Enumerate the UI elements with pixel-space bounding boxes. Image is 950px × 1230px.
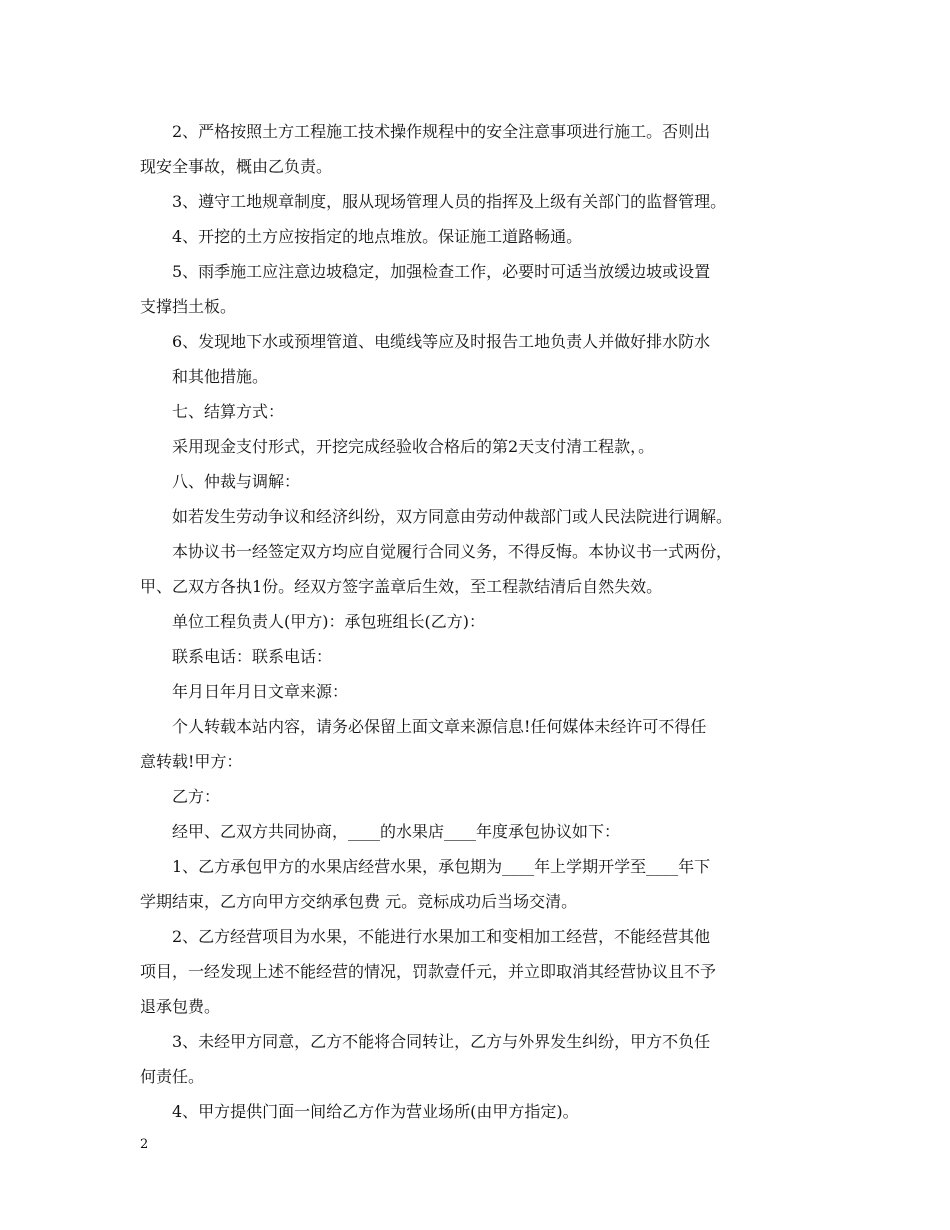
paragraph: [140, 814, 812, 849]
paragraph: [140, 1094, 812, 1129]
text-line: 意转载!甲方：: [140, 752, 243, 771]
text-line: 4、甲方提供门面一间给乙方作为营业场所(由甲方指定)。: [172, 1102, 579, 1121]
text-line: 何责任。: [140, 1067, 205, 1086]
text-line: 2、乙方经营项目为水果，不能进行水果加工和变相加工经营，不能经营其他: [172, 927, 711, 946]
text-line: 学期结束，乙方向甲方交纳承包费 元。竞标成功后当场交清。: [140, 892, 578, 911]
paragraph: [140, 394, 812, 429]
text-line: 3、未经甲方同意，乙方不能将合同转让，乙方与外界发生纠纷，甲方不负任: [172, 1032, 711, 1051]
text-line: 七、结算方式：: [172, 402, 285, 421]
paragraph: [140, 429, 812, 464]
text-line: 个人转载本站内容，请务必保留上面文章来源信息!任何媒体未经许可不得任: [172, 717, 707, 736]
paragraph: [140, 499, 812, 534]
text-line: 单位工程负责人(甲方)：承包班组长(乙方)：: [172, 612, 485, 631]
paragraph: [140, 534, 812, 604]
text-line: 6、发现地下水或预埋管道、电缆线等应及时报告工地负责人并做好排水防水: [172, 332, 711, 351]
text-line: 支撑挡土板。: [140, 297, 237, 316]
paragraph: [140, 114, 812, 184]
text-line: 八、仲裁与调解：: [172, 472, 301, 491]
text-line: 1、乙方承包甲方的水果店经营水果，承包期为____年上学期开学至____年下: [172, 857, 711, 876]
text-line: 如若发生劳动争议和经济纠纷，双方同意由劳动仲裁部门或人民法院进行调解。: [172, 507, 733, 526]
paragraph: [140, 849, 812, 919]
text-line: 乙方：: [172, 787, 221, 806]
paragraph: [140, 779, 812, 814]
text-line: 年月日年月日文章来源：: [172, 682, 349, 701]
page-number: 2: [140, 1137, 149, 1152]
text-line: 和其他措施。: [172, 367, 269, 386]
text-line: 3、遵守工地规章制度，服从现场管理人员的指挥及上级有关部门的监督管理。: [172, 192, 727, 211]
text-line: 5、雨季施工应注意边坡稳定，加强检查工作，必要时可适当放缓边坡或设置: [172, 262, 711, 281]
document-body: [140, 114, 812, 1129]
text-line: 2、严格按照土方工程施工技术操作规程中的安全注意事项进行施工。否则出: [172, 122, 711, 141]
text-line: 甲、乙双方各执1份。经双方签字盖章后生效，至工程款结清后自然失效。: [140, 577, 663, 596]
paragraph: [140, 324, 812, 394]
text-line: 项目，一经发现上述不能经营的情况，罚款壹仟元，并立即取消其经营协议且不予: [140, 962, 717, 981]
paragraph: [140, 604, 812, 639]
paragraph: [140, 184, 812, 219]
text-line: 退承包费。: [140, 997, 221, 1016]
text-line: 采用现金支付形式，开挖完成经验收合格后的第2天支付清工程款，。: [172, 437, 655, 456]
paragraph: [140, 709, 812, 779]
paragraph: [140, 639, 812, 674]
text-line: 现安全事故，概由乙负责。: [140, 157, 333, 176]
paragraph: [140, 674, 812, 709]
text-line: 经甲、乙双方共同协商，____的水果店____年度承包协议如下：: [172, 822, 621, 841]
text-line: 本协议书一经签定双方均应自觉履行合同义务，不得反悔。本协议书一式两份，: [172, 542, 733, 561]
text-line: 4、开挖的土方应按指定的地点堆放。保证施工道路畅通。: [172, 227, 583, 246]
text-line: 联系电话：联系电话：: [172, 647, 333, 666]
paragraph: [140, 464, 812, 499]
paragraph: [140, 219, 812, 254]
paragraph: [140, 254, 812, 324]
paragraph: [140, 1024, 812, 1094]
paragraph: [140, 919, 812, 1024]
